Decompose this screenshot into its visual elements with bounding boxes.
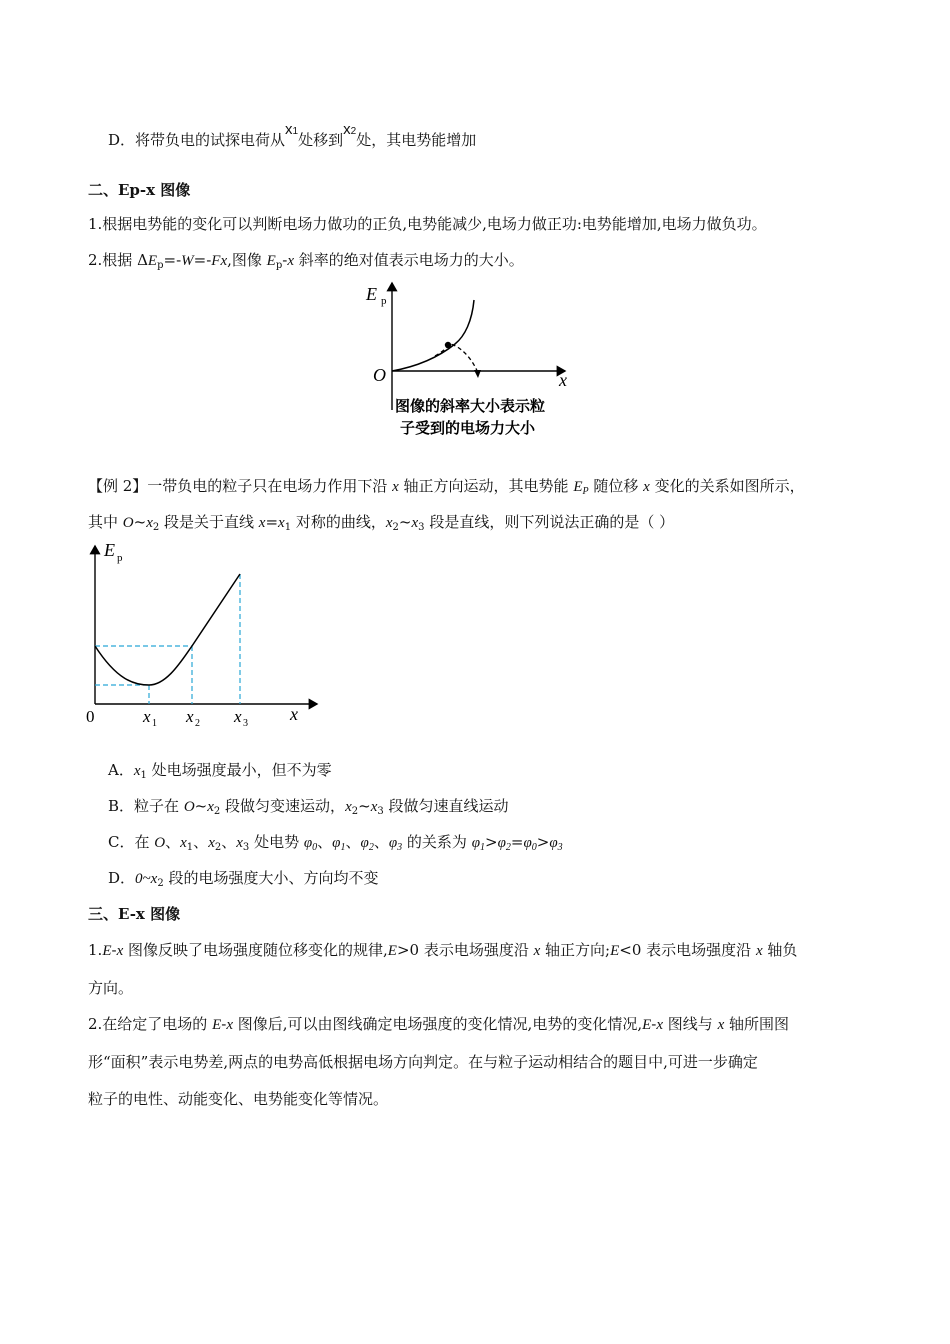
section3-paragraph-1-line2: 方向。 — [88, 979, 134, 997]
fig1-point — [445, 342, 451, 348]
fig2-x-label: x — [290, 704, 298, 724]
svg-text:1: 1 — [152, 718, 157, 729]
svg-text:p: p — [117, 552, 123, 564]
x1-symbol: x1 — [285, 121, 299, 138]
fig1-tangent-dashed — [435, 344, 478, 373]
svg-text:3: 3 — [243, 718, 248, 729]
fig2-tick-x3: x — [234, 707, 242, 726]
example2-line1: 【例 2】一带负电的粒子只在电场力作用下沿 x 轴正方向运动，其电势能 $E_P$ 随位移 x 变化的关系如图所示， — [88, 477, 805, 497]
section3-paragraph-2-line3: 粒子的电性、动能变化、电势能变化等情况。 — [88, 1090, 389, 1108]
section3-paragraph-2-line1: 2.在给定了电场的 E-x 图像后,可以由图线确定电场强度的变化情况,电势的变化情况,E-x 图线与 x 轴所围图 — [88, 1015, 790, 1033]
fig2-tick-x1: x — [143, 707, 151, 726]
example2-line2: 其中 $O\sim x_2$ 段是关于直线 $x=x_1$ 对称的曲线，$x_2\sim x_3$ 段是直线，则下列说法正确的是（ ） — [88, 513, 675, 533]
section3-heading: 三、E-x 图像 — [88, 905, 181, 923]
ep-x-slope-figure — [360, 278, 600, 443]
fig1-y-label: E — [366, 284, 377, 304]
section2-paragraph-1: 1.根据电势能的变化可以判断电场力做功的正负,电势能减少,电场力做正功:电势能增加,电场力做负功。 — [88, 215, 767, 233]
fig2-dashed-guides — [95, 574, 240, 704]
option-a[interactable]: A．$x_1$ 处电场强度最小，但不为零 — [108, 761, 332, 781]
fig1-x-label: x — [559, 370, 567, 390]
fig2-tick-x2: x — [186, 707, 194, 726]
option-d-top: D．将带负电的试探电荷从x1处移到x2处，其电势能增加 — [108, 121, 477, 149]
option-label: D． — [108, 131, 136, 149]
option-b[interactable]: B．粒子在 $O\sim x_2$ 段做匀变速运动，$x_2\sim x_3$ 段做匀速直线运动 — [108, 797, 509, 817]
fig2-origin: 0 — [86, 707, 95, 726]
fig2-y-label: E — [104, 540, 115, 560]
option-d[interactable]: D．$0\sim x_2$ 段的电场强度大小、方向均不变 — [108, 869, 379, 889]
fig1-caption-line2: 子受到的电场力大小 — [400, 419, 536, 437]
section3-paragraph-2-line2: 形“面积”表示电势差,两点的电势高低根据电场方向判定。在与粒子运动相结合的题目中,可进一步确定 — [88, 1053, 758, 1071]
fig1-caption-line1: 图像的斜率大小表示粒 — [395, 397, 546, 415]
section2-heading: 二、Ep-x 图像 — [88, 181, 191, 199]
x2-symbol: x2 — [343, 121, 357, 138]
example2-figure — [82, 540, 332, 730]
fig1-curve — [392, 300, 474, 371]
fig1-origin: O — [373, 365, 386, 385]
fig2-curve — [95, 574, 240, 685]
option-c[interactable]: C．在 O、$x_1$、$x_2$、$x_3$ 处电势 $\varphi_0$、$\varphi_1$、$\varphi_2$、$\varphi_3$ 的关系为 $\varphi_1>\varphi_2=\varphi_0>\varphi_3$ — [108, 833, 563, 853]
svg-text:p: p — [381, 295, 387, 307]
section3-paragraph-1-line1: 1.E-x 图像反映了电场强度随位移变化的规律,E>0 表示电场强度沿 x 轴正方向;E<0 表示电场强度沿 x 轴负 — [88, 941, 798, 959]
section2-paragraph-2: 2.根据 $\Delta E_p=-W=-Fx$,图像 $E_p-x$ 斜率的绝对值表示电场力的大小。 — [88, 251, 524, 271]
svg-text:2: 2 — [195, 718, 200, 729]
